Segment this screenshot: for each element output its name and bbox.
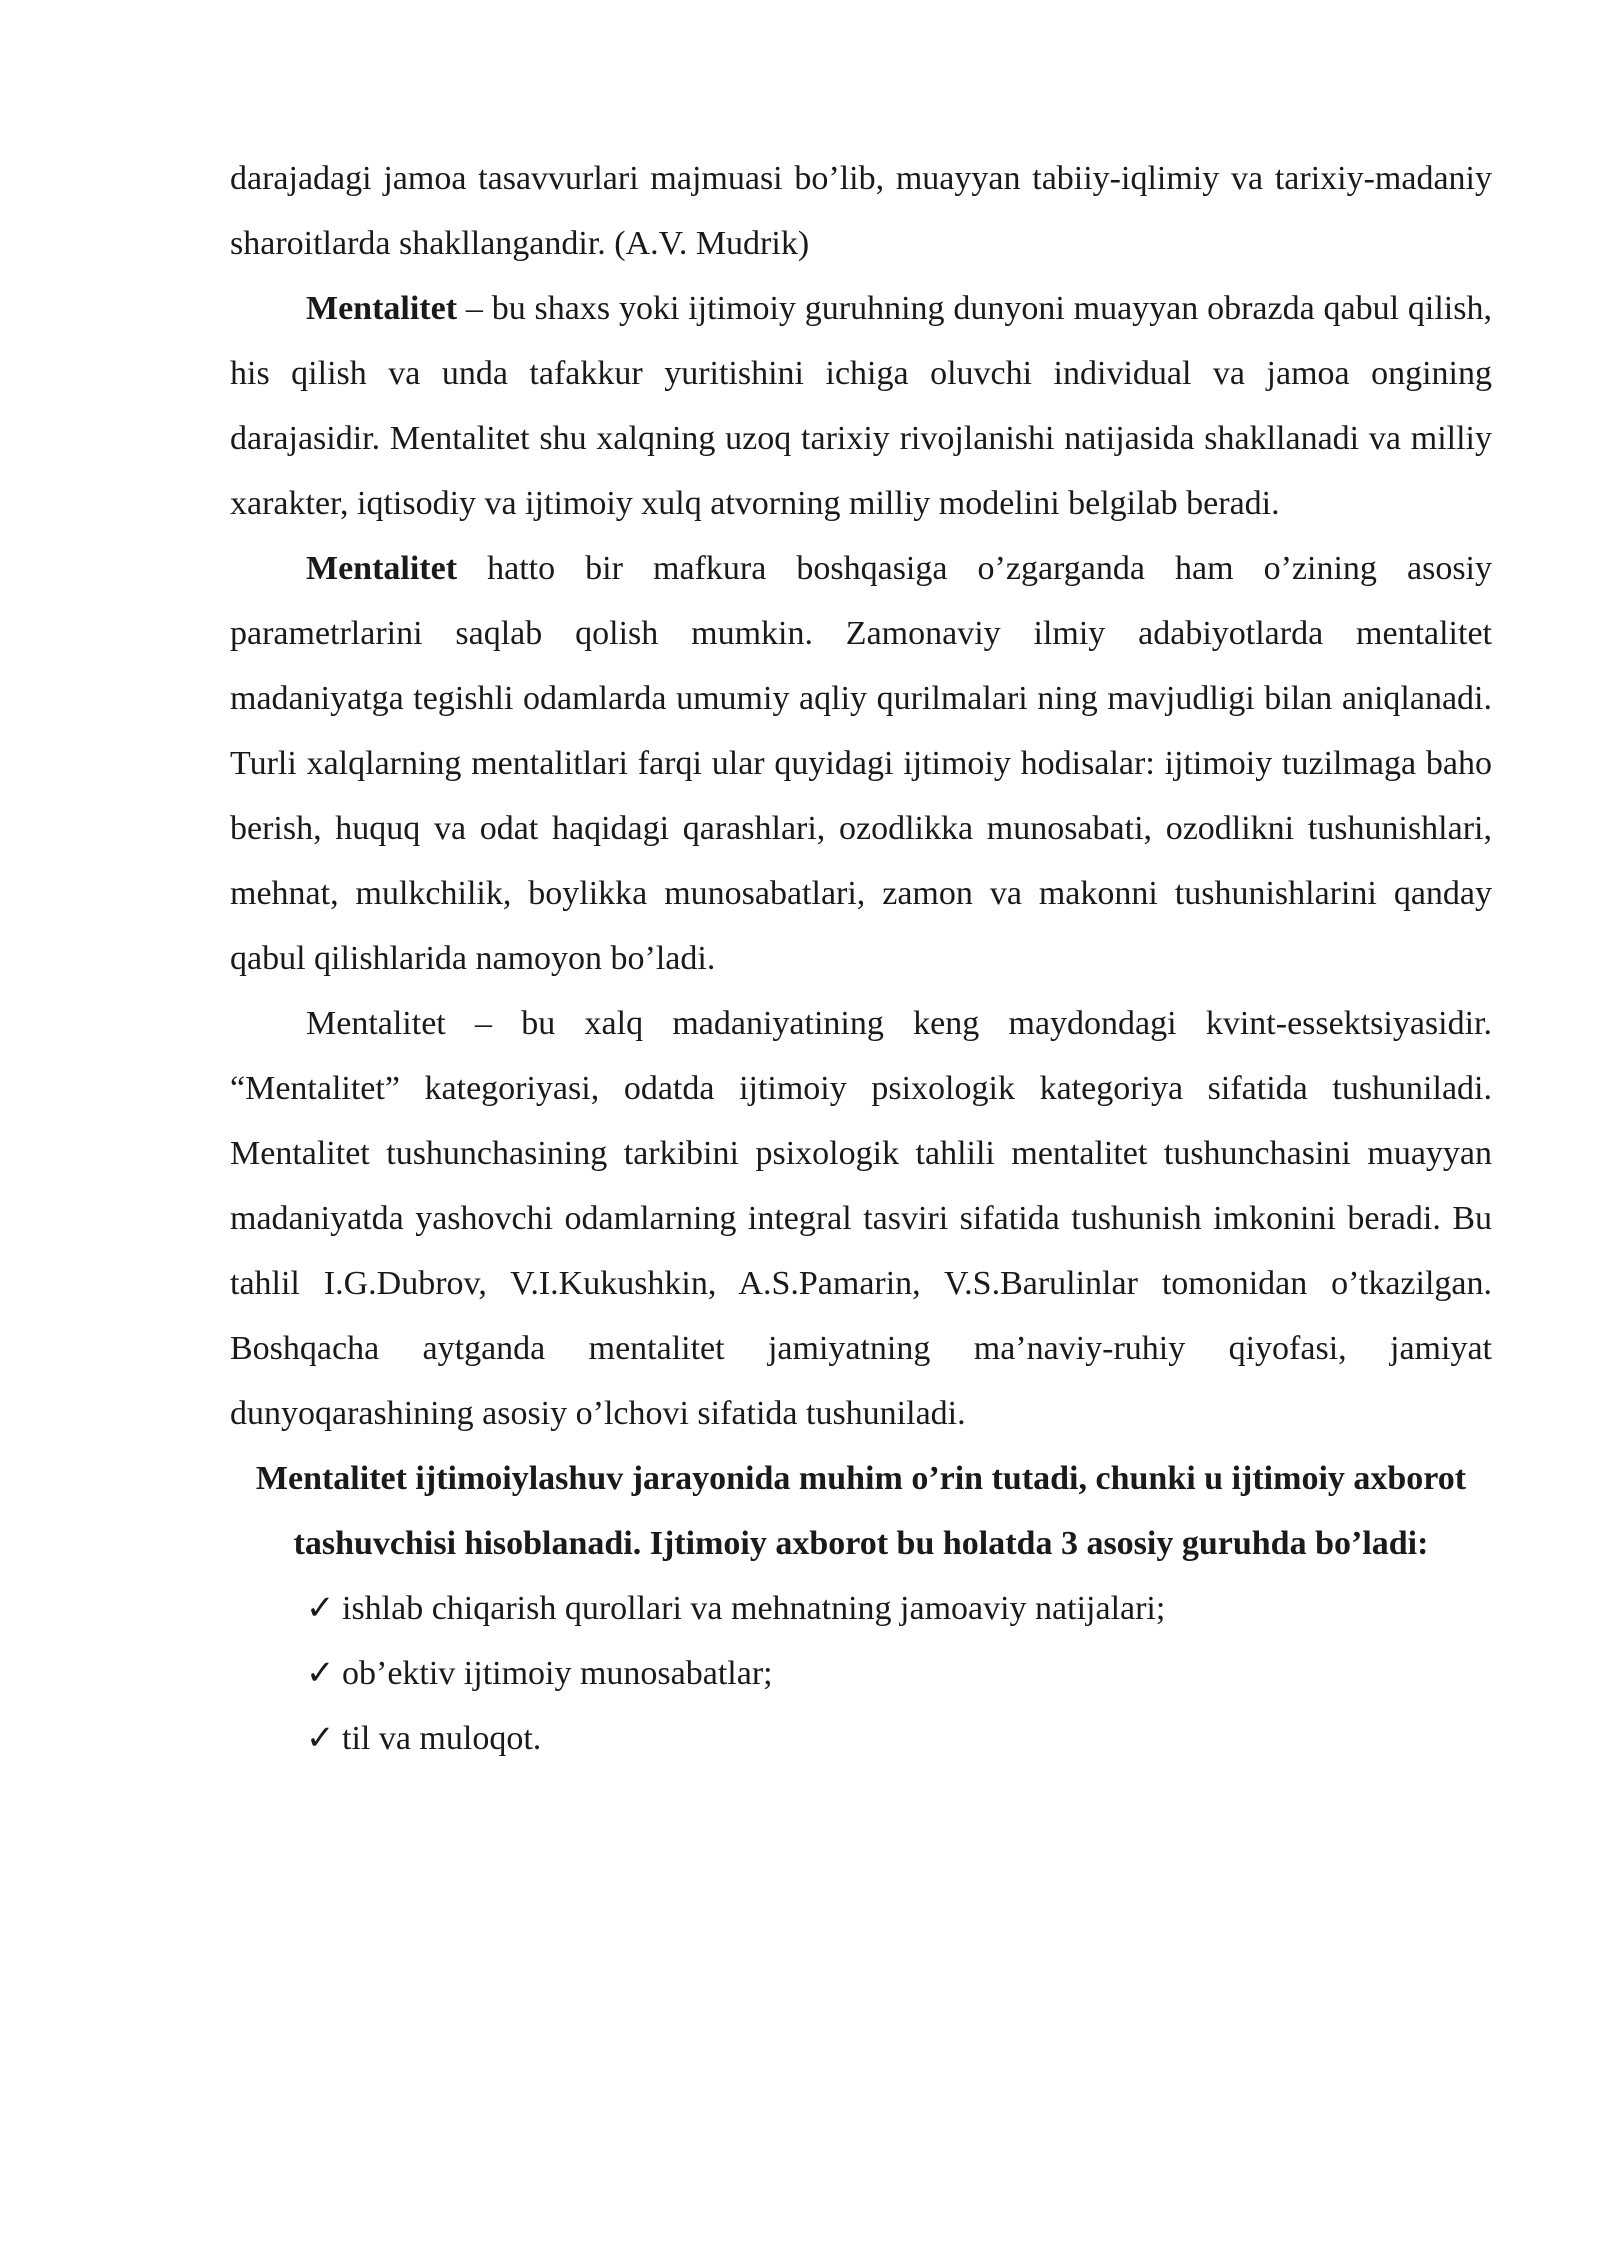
bold-term: Mentalitet (306, 290, 458, 327)
paragraph-text: hatto bir mafkura boshqasiga o’zgarganda ham o’zining asosiy parametrlarini saqlab qolish mumkin. Zamonaviy ilmiy adabiyotlarda mentalitet madaniyatga tegishli odamlarda umumiy aqliy qurilmalari ning mavjudligi bilan aniqlanadi. Turli xalqlarning mentalitlari farqi ular quyidagi ijtimoiy hodisalar: ijtimoiy tuzilmaga baho berish, huquq va odat haqidagi qarashlari, ozodlikka munosabati, ozodlikni tushunishlari, mehnat, mulkchilik, boylikka munosabatlari, zamon va makonni tushunishlarini qanday qabul qilishlarida namoyon bo’ladi. (230, 550, 1492, 977)
checkmark-icon: ✓ (306, 1590, 335, 1627)
paragraph-mentalitet-parameters (230, 536, 1492, 991)
bold-term: Mentalitet (306, 550, 458, 587)
paragraph-continuation: darajadagi jamoa tasavvurlari majmuasi bo’lib, muayyan tabiiy-iqlimiy va tarixiy-madaniy sharoitlarda shakllangandir. (A.V. Mudrik) (230, 160, 1492, 262)
list-item (306, 1576, 1492, 1641)
section-heading: Mentalitet ijtimoiylashuv jarayonida muhim o’rin tutadi, chunki u ijtimoiy axborot tashuvchisi hisoblanadi. Ijtimoiy axborot bu holatda 3 asosiy guruhda bo’ladi: (255, 1460, 1467, 1562)
checklist (230, 1576, 1492, 1771)
document-page (230, 146, 1492, 1771)
list-item-text: til va muloqot. (342, 1720, 542, 1757)
checkmark-icon: ✓ (306, 1655, 335, 1692)
checkmark-icon: ✓ (306, 1720, 335, 1757)
paragraph-mentalitet-definition (230, 276, 1492, 536)
paragraph-mentalitet-quintessence: Mentalitet – bu xalq madaniyatining keng maydondagi kvint-essektsiyasidir. “Mentalitet” kategoriyasi, odatda ijtimoiy psixologik kategoriya sifatida tushuniladi. Mentalitet tushunchasining tarkibini psixologik tahlili mentalitet tushunchasini muayyan madaniyatda yashovchi odamlarning integral tasviri sifatida tushunish imkonini beradi. Bu tahlil I.G.Dubrov, V.I.Kukushkin, A.S.Pamarin, V.S.Barulinlar tomonidan o’tkazilgan. Boshqacha aytganda mentalitet jamiyatning ma’naviy-ruhiy qiyofasi, jamiyat dunyoqarashining asosiy o’lchovi sifatida tushuniladi. (230, 1005, 1492, 1432)
list-item-text: ishlab chiqarish qurollari va mehnatning jamoaviy natijalari; (342, 1590, 1166, 1627)
paragraph-text: – bu shaxs yoki ijtimoiy guruhning dunyoni muayyan obrazda qabul qilish, his qilish va unda tafakkur yuritishini ichiga oluvchi individual va jamoa ongining darajasidir. Mentalitet shu xalqning uzoq tarixiy rivojlanishi natijasida shakllanadi va milliy xarakter, iqtisodiy va ijtimoiy xulq atvorning milliy modelini belgilab beradi. (230, 290, 1492, 522)
list-item (306, 1641, 1492, 1706)
list-item (306, 1706, 1492, 1771)
list-item-text: ob’ektiv ijtimoiy munosabatlar; (342, 1655, 773, 1692)
